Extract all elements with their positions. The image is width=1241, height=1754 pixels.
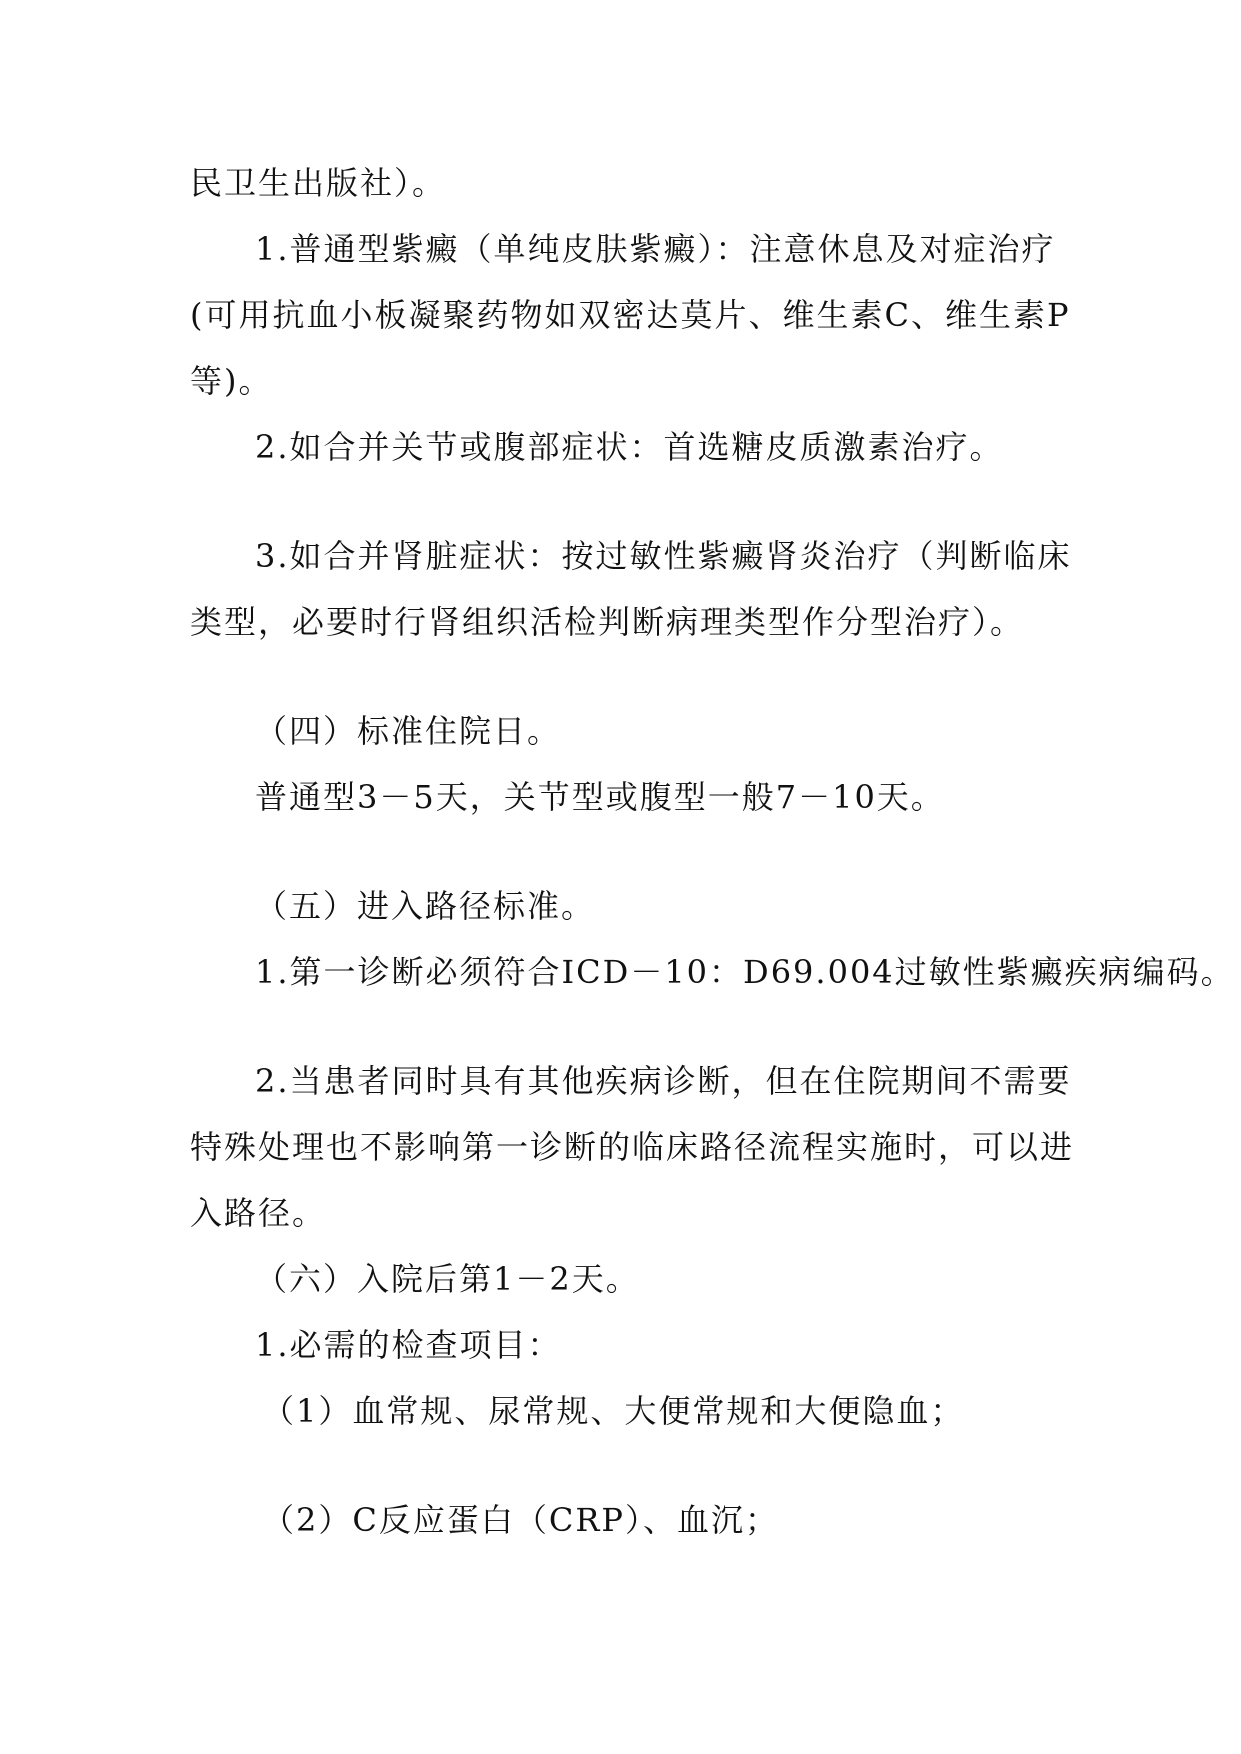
section-heading: （四）标准住院日。 (255, 712, 562, 750)
section-heading: （六）入院后第1－2天。 (255, 1260, 640, 1298)
text-line: 2.当患者同时具有其他疾病诊断，但在住院期间不需要 (255, 1062, 1072, 1100)
text-line: 1.第一诊断必须符合ICD－10：D69.004过敏性紫癜疾病编码。 (255, 953, 1235, 991)
list-item: （2）C反应蛋白（CRP）、血沉； (262, 1501, 779, 1539)
text-line: 1.必需的检查项目： (255, 1326, 562, 1364)
section-heading: （五）进入路径标准。 (255, 887, 596, 925)
list-item: （1）血常规、尿常规、大便常规和大便隐血； (262, 1392, 965, 1430)
text-line: 入路径。 (190, 1194, 327, 1232)
text-line: 1.普通型紫癜（单纯皮肤紫癜）：注意休息及对症治疗 (255, 230, 1056, 268)
text-line: 2.如合并关节或腹部症状：首选糖皮质激素治疗。 (255, 428, 1004, 466)
text-line: 民卫生出版社）。 (190, 164, 447, 202)
text-line: 特殊处理也不影响第一诊断的临床路径流程实施时，可以进 (190, 1128, 1075, 1166)
text-line: 3.如合并肾脏症状：按过敏性紫癜肾炎治疗（判断临床 (255, 537, 1072, 575)
text-line: 类型，必要时行肾组织活检判断病理类型作分型治疗）。 (190, 603, 1025, 641)
text-line: 普通型3－5天，关节型或腹型一般7－10天。 (255, 778, 945, 816)
text-line: 等)。 (190, 362, 273, 400)
text-line: (可用抗血小板凝聚药物如双密达莫片、维生素C、维生素P (190, 296, 1071, 334)
